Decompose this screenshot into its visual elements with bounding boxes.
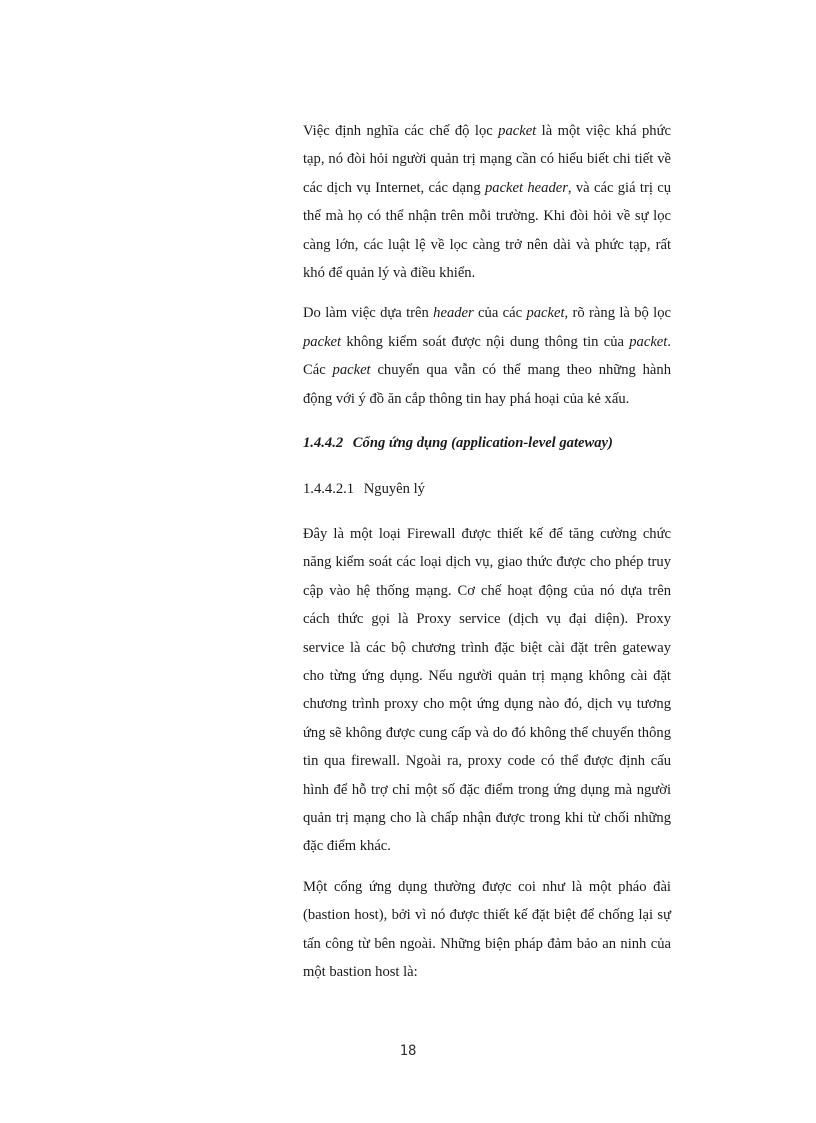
paragraph-text: , và các giá trị cụ thể mà họ có thể nhận trên mỗi trường. Khi đòi hỏi về sự lọc càng lớn, các luật lệ về lọc càng trở nên dài và phức tạp, rất khó để quản lý và điều khiển. xyxy=(303,179,671,282)
paragraph-group-before xyxy=(303,117,671,413)
italic-term: packet header xyxy=(484,179,568,196)
section-heading xyxy=(303,429,671,457)
paragraph-text: , rõ ràng là bộ lọc xyxy=(564,305,671,322)
section-number: 1.4.4.2 xyxy=(303,435,344,452)
italic-term: header xyxy=(433,305,474,322)
subsection-heading xyxy=(303,475,671,503)
paragraph xyxy=(303,117,671,287)
document-body xyxy=(303,117,671,998)
paragraph-text: không kiểm soát được nội dung thông tin của xyxy=(341,333,630,350)
subsection-title: Nguyên lý xyxy=(363,481,425,498)
italic-term: packet xyxy=(332,362,371,379)
paragraph-text: là một việc khá phức tạp, nó đòi hỏi người quản trị mạng cần có hiểu biết chi tiết về các dịch vụ Internet, các dạng xyxy=(303,123,671,196)
paragraph-group-after xyxy=(303,520,671,987)
page-number: 18 xyxy=(399,1043,417,1059)
paragraph-text: Đây là một loại Firewall được thiết kế để tăng cường chức năng kiểm soát các loại dịch vụ, giao thức được cho phép truy cập vào hệ thống mạng. Cơ chế hoạt động của nó dựa trên cách thức gọi là Proxy service (dịch vụ đại diện). Proxy service là các bộ chương trình đặc biệt cài đặt trên gateway cho từng ứng dụng. Nếu người quản trị mạng không cài đặt chương trình proxy cho một ứng dụng nào đó, dịch vụ tương ứng sẽ không được cung cấp và do đó không thể chuyển thông tin qua firewall. Ngoài ra, proxy code có thể được định cấu hình để hỗ trợ chỉ một số đặc điểm trong ứng dụng mà người quản trị mạng cho là chấp nhận được trong khi từ chối những đặc điểm khác. xyxy=(303,525,671,855)
paragraph-text: Một cổng ứng dụng thường được coi như là một pháo đài (bastion host), bởi vì nó được thiết kế đặt biệt để chống lại sự tấn công từ bên ngoài. Những biện pháp đảm bảo an ninh của một bastion host là: xyxy=(303,878,671,980)
paragraph-text: Việc định nghĩa các chế độ lọc xyxy=(303,123,499,139)
italic-term: packet xyxy=(629,333,668,350)
paragraph xyxy=(303,520,671,861)
italic-term: packet xyxy=(498,123,537,139)
italic-term: packet xyxy=(303,333,342,350)
paragraph-text: . Các xyxy=(303,333,671,379)
italic-term: packet xyxy=(526,305,565,322)
paragraph xyxy=(303,873,671,987)
paragraph xyxy=(303,299,671,413)
subsection-number: 1.4.4.2.1 xyxy=(303,481,355,498)
paragraph-text: Do làm việc dựa trên xyxy=(303,305,434,322)
paragraph-text: của các xyxy=(473,305,527,322)
section-title: Cổng ứng dụng (application-level gateway) xyxy=(352,435,613,452)
paragraph-text: chuyển qua vẫn có thể mang theo những hành động với ý đồ ăn cắp thông tin hay phá hoại của kẻ xấu. xyxy=(303,362,671,407)
